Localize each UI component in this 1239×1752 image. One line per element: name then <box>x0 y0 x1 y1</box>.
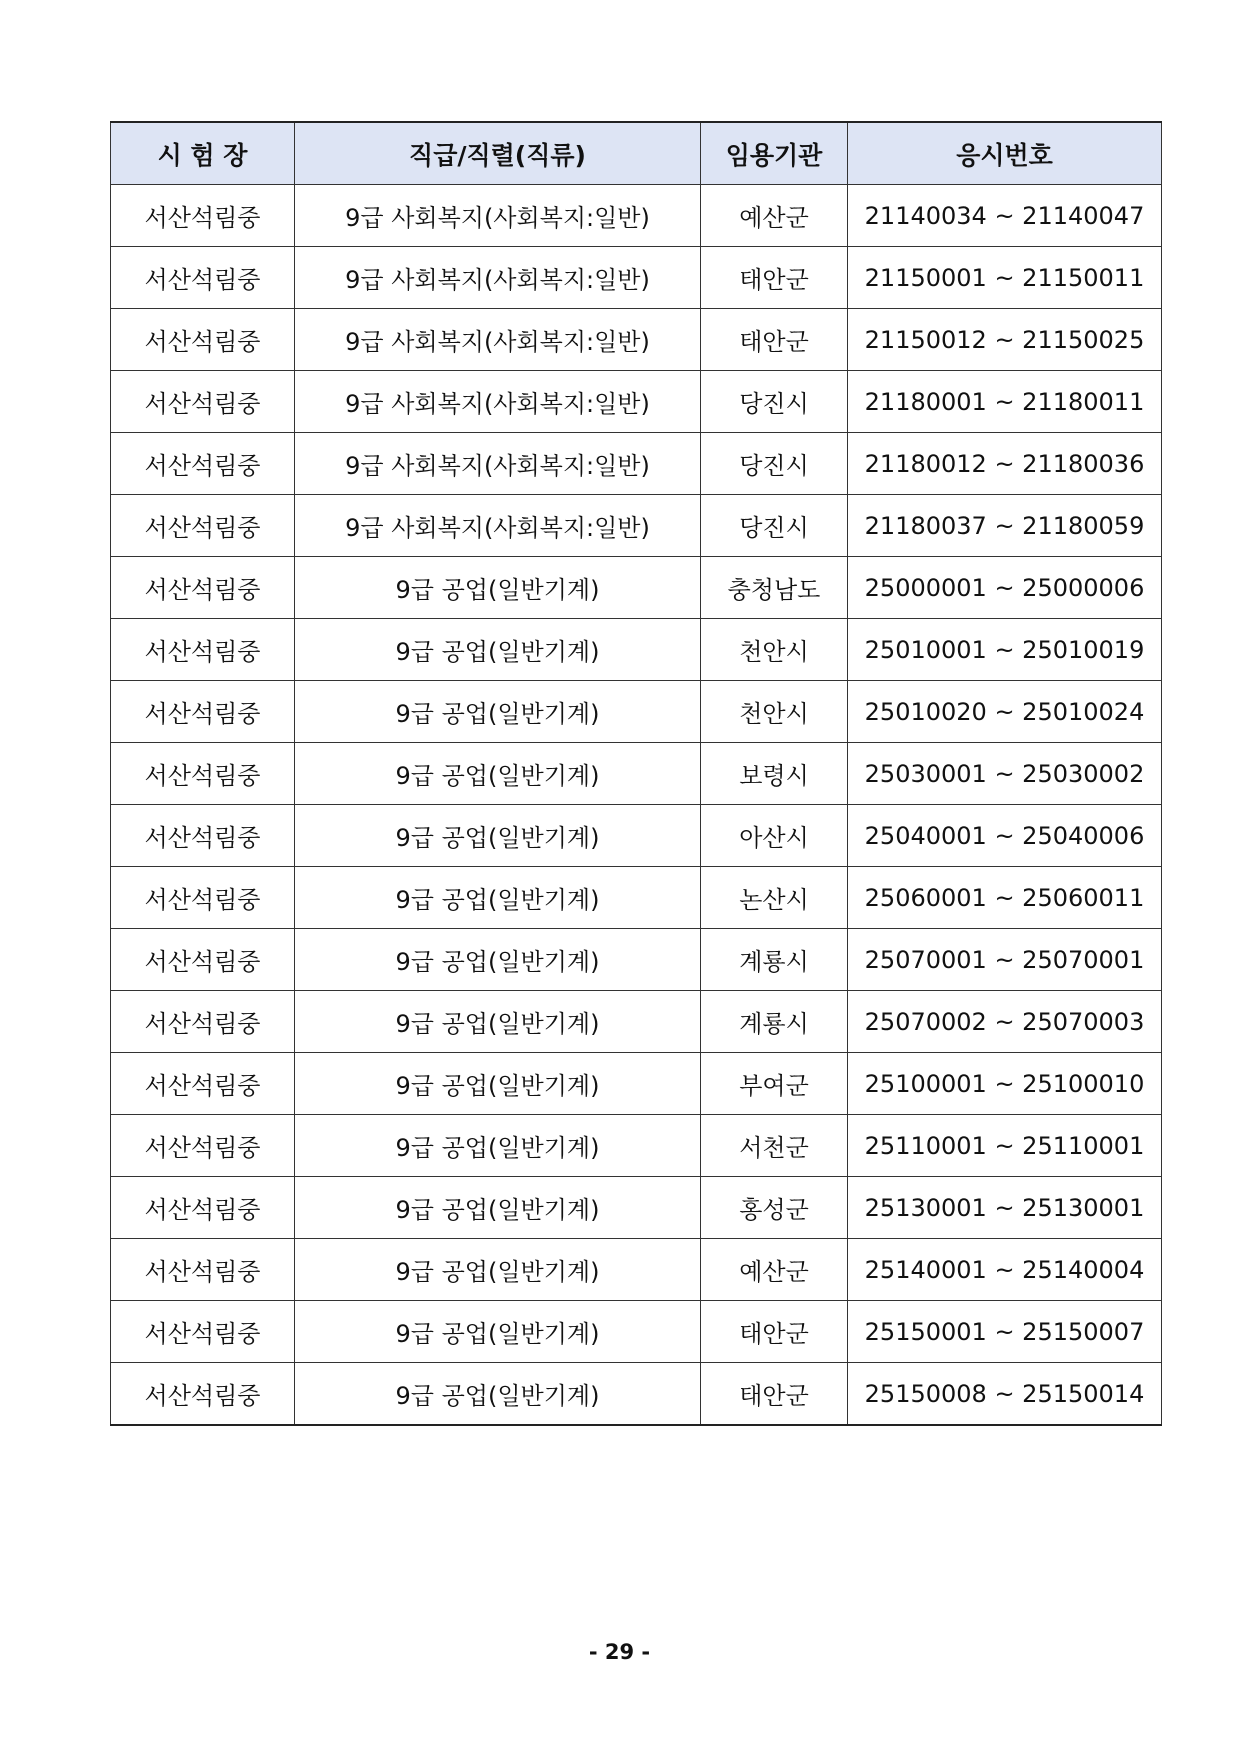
grade-series-cell: 9급 공업(일반기계) <box>295 1053 701 1115</box>
exam-site-cell: 서산석림중 <box>111 681 295 743</box>
table-row <box>111 433 1162 495</box>
table-row <box>111 1115 1162 1177</box>
exam-number-cell: 21150001 ~ 21150011 <box>848 247 1162 309</box>
table-row <box>111 1301 1162 1363</box>
grade-series-cell: 9급 사회복지(사회복지:일반) <box>295 309 701 371</box>
header-grade-series: 직급/직렬(직류) <box>295 122 701 185</box>
exam-site-cell: 서산석림중 <box>111 619 295 681</box>
appointing-agency-cell: 부여군 <box>701 1053 848 1115</box>
appointing-agency-cell: 보령시 <box>701 743 848 805</box>
exam-number-cell: 21180012 ~ 21180036 <box>848 433 1162 495</box>
exam-site-cell: 서산석림중 <box>111 557 295 619</box>
appointing-agency-cell: 태안군 <box>701 309 848 371</box>
exam-number-cell: 25150008 ~ 25150014 <box>848 1363 1162 1426</box>
grade-series-cell: 9급 공업(일반기계) <box>295 1301 701 1363</box>
table-row <box>111 681 1162 743</box>
table-header-row <box>111 122 1162 185</box>
exam-site-cell: 서산석림중 <box>111 743 295 805</box>
appointing-agency-cell: 아산시 <box>701 805 848 867</box>
appointing-agency-cell: 충청남도 <box>701 557 848 619</box>
appointing-agency-cell: 천안시 <box>701 619 848 681</box>
grade-series-cell: 9급 공업(일반기계) <box>295 1115 701 1177</box>
appointing-agency-cell: 예산군 <box>701 185 848 247</box>
exam-number-cell: 21140034 ~ 21140047 <box>848 185 1162 247</box>
table-body <box>111 185 1162 1426</box>
exam-number-cell: 25140001 ~ 25140004 <box>848 1239 1162 1301</box>
exam-site-cell: 서산석림중 <box>111 495 295 557</box>
grade-series-cell: 9급 사회복지(사회복지:일반) <box>295 433 701 495</box>
table-row <box>111 495 1162 557</box>
grade-series-cell: 9급 사회복지(사회복지:일반) <box>295 247 701 309</box>
grade-series-cell: 9급 공업(일반기계) <box>295 557 701 619</box>
table-row <box>111 867 1162 929</box>
appointing-agency-cell: 계룡시 <box>701 929 848 991</box>
table-row <box>111 1177 1162 1239</box>
exam-site-cell: 서산석림중 <box>111 1053 295 1115</box>
appointing-agency-cell: 논산시 <box>701 867 848 929</box>
appointing-agency-cell: 서천군 <box>701 1115 848 1177</box>
grade-series-cell: 9급 공업(일반기계) <box>295 991 701 1053</box>
exam-number-cell: 25070001 ~ 25070001 <box>848 929 1162 991</box>
exam-number-cell: 25070002 ~ 25070003 <box>848 991 1162 1053</box>
exam-number-cell: 21180037 ~ 21180059 <box>848 495 1162 557</box>
table-row <box>111 805 1162 867</box>
exam-number-cell: 21150012 ~ 21150025 <box>848 309 1162 371</box>
exam-site-cell: 서산석림중 <box>111 371 295 433</box>
table-row <box>111 309 1162 371</box>
exam-number-cell: 25100001 ~ 25100010 <box>848 1053 1162 1115</box>
exam-site-cell: 서산석림중 <box>111 1301 295 1363</box>
appointing-agency-cell: 당진시 <box>701 371 848 433</box>
appointing-agency-cell: 홍성군 <box>701 1177 848 1239</box>
exam-number-cell: 25040001 ~ 25040006 <box>848 805 1162 867</box>
grade-series-cell: 9급 사회복지(사회복지:일반) <box>295 185 701 247</box>
grade-series-cell: 9급 공업(일반기계) <box>295 929 701 991</box>
exam-number-cell: 25150001 ~ 25150007 <box>848 1301 1162 1363</box>
appointing-agency-cell: 천안시 <box>701 681 848 743</box>
grade-series-cell: 9급 공업(일반기계) <box>295 1177 701 1239</box>
header-exam-number: 응시번호 <box>848 122 1162 185</box>
grade-series-cell: 9급 공업(일반기계) <box>295 681 701 743</box>
exam-number-cell: 25010001 ~ 25010019 <box>848 619 1162 681</box>
table-row <box>111 247 1162 309</box>
grade-series-cell: 9급 사회복지(사회복지:일반) <box>295 371 701 433</box>
grade-series-cell: 9급 공업(일반기계) <box>295 1239 701 1301</box>
table-row <box>111 557 1162 619</box>
appointing-agency-cell: 예산군 <box>701 1239 848 1301</box>
exam-number-cell: 25060001 ~ 25060011 <box>848 867 1162 929</box>
appointing-agency-cell: 태안군 <box>701 247 848 309</box>
appointing-agency-cell: 당진시 <box>701 495 848 557</box>
table-row <box>111 371 1162 433</box>
exam-number-cell: 25110001 ~ 25110001 <box>848 1115 1162 1177</box>
table-row <box>111 185 1162 247</box>
table-row <box>111 743 1162 805</box>
grade-series-cell: 9급 공업(일반기계) <box>295 867 701 929</box>
exam-site-cell: 서산석림중 <box>111 991 295 1053</box>
exam-site-cell: 서산석림중 <box>111 185 295 247</box>
exam-number-cell: 25000001 ~ 25000006 <box>848 557 1162 619</box>
table-row <box>111 1363 1162 1426</box>
table-row <box>111 1053 1162 1115</box>
exam-number-cell: 25010020 ~ 25010024 <box>848 681 1162 743</box>
appointing-agency-cell: 태안군 <box>701 1301 848 1363</box>
exam-site-cell: 서산석림중 <box>111 1239 295 1301</box>
exam-site-cell: 서산석림중 <box>111 929 295 991</box>
table-row <box>111 991 1162 1053</box>
grade-series-cell: 9급 공업(일반기계) <box>295 805 701 867</box>
grade-series-cell: 9급 공업(일반기계) <box>295 1363 701 1426</box>
exam-site-cell: 서산석림중 <box>111 1363 295 1426</box>
table-row <box>111 929 1162 991</box>
exam-number-cell: 25030001 ~ 25030002 <box>848 743 1162 805</box>
exam-number-cell: 21180001 ~ 21180011 <box>848 371 1162 433</box>
page-number: - 29 - <box>588 1640 651 1664</box>
exam-venue-table <box>110 121 1162 1426</box>
header-appointing-agency: 임용기관 <box>701 122 848 185</box>
exam-site-cell: 서산석림중 <box>111 433 295 495</box>
grade-series-cell: 9급 공업(일반기계) <box>295 743 701 805</box>
appointing-agency-cell: 태안군 <box>701 1363 848 1426</box>
table-row <box>111 619 1162 681</box>
exam-site-cell: 서산석림중 <box>111 247 295 309</box>
grade-series-cell: 9급 공업(일반기계) <box>295 619 701 681</box>
header-exam-site: 시 험 장 <box>111 122 295 185</box>
exam-site-cell: 서산석림중 <box>111 867 295 929</box>
appointing-agency-cell: 계룡시 <box>701 991 848 1053</box>
exam-number-cell: 25130001 ~ 25130001 <box>848 1177 1162 1239</box>
exam-site-cell: 서산석림중 <box>111 805 295 867</box>
table-row <box>111 1239 1162 1301</box>
exam-site-cell: 서산석림중 <box>111 1177 295 1239</box>
exam-site-cell: 서산석림중 <box>111 309 295 371</box>
grade-series-cell: 9급 사회복지(사회복지:일반) <box>295 495 701 557</box>
appointing-agency-cell: 당진시 <box>701 433 848 495</box>
exam-site-cell: 서산석림중 <box>111 1115 295 1177</box>
